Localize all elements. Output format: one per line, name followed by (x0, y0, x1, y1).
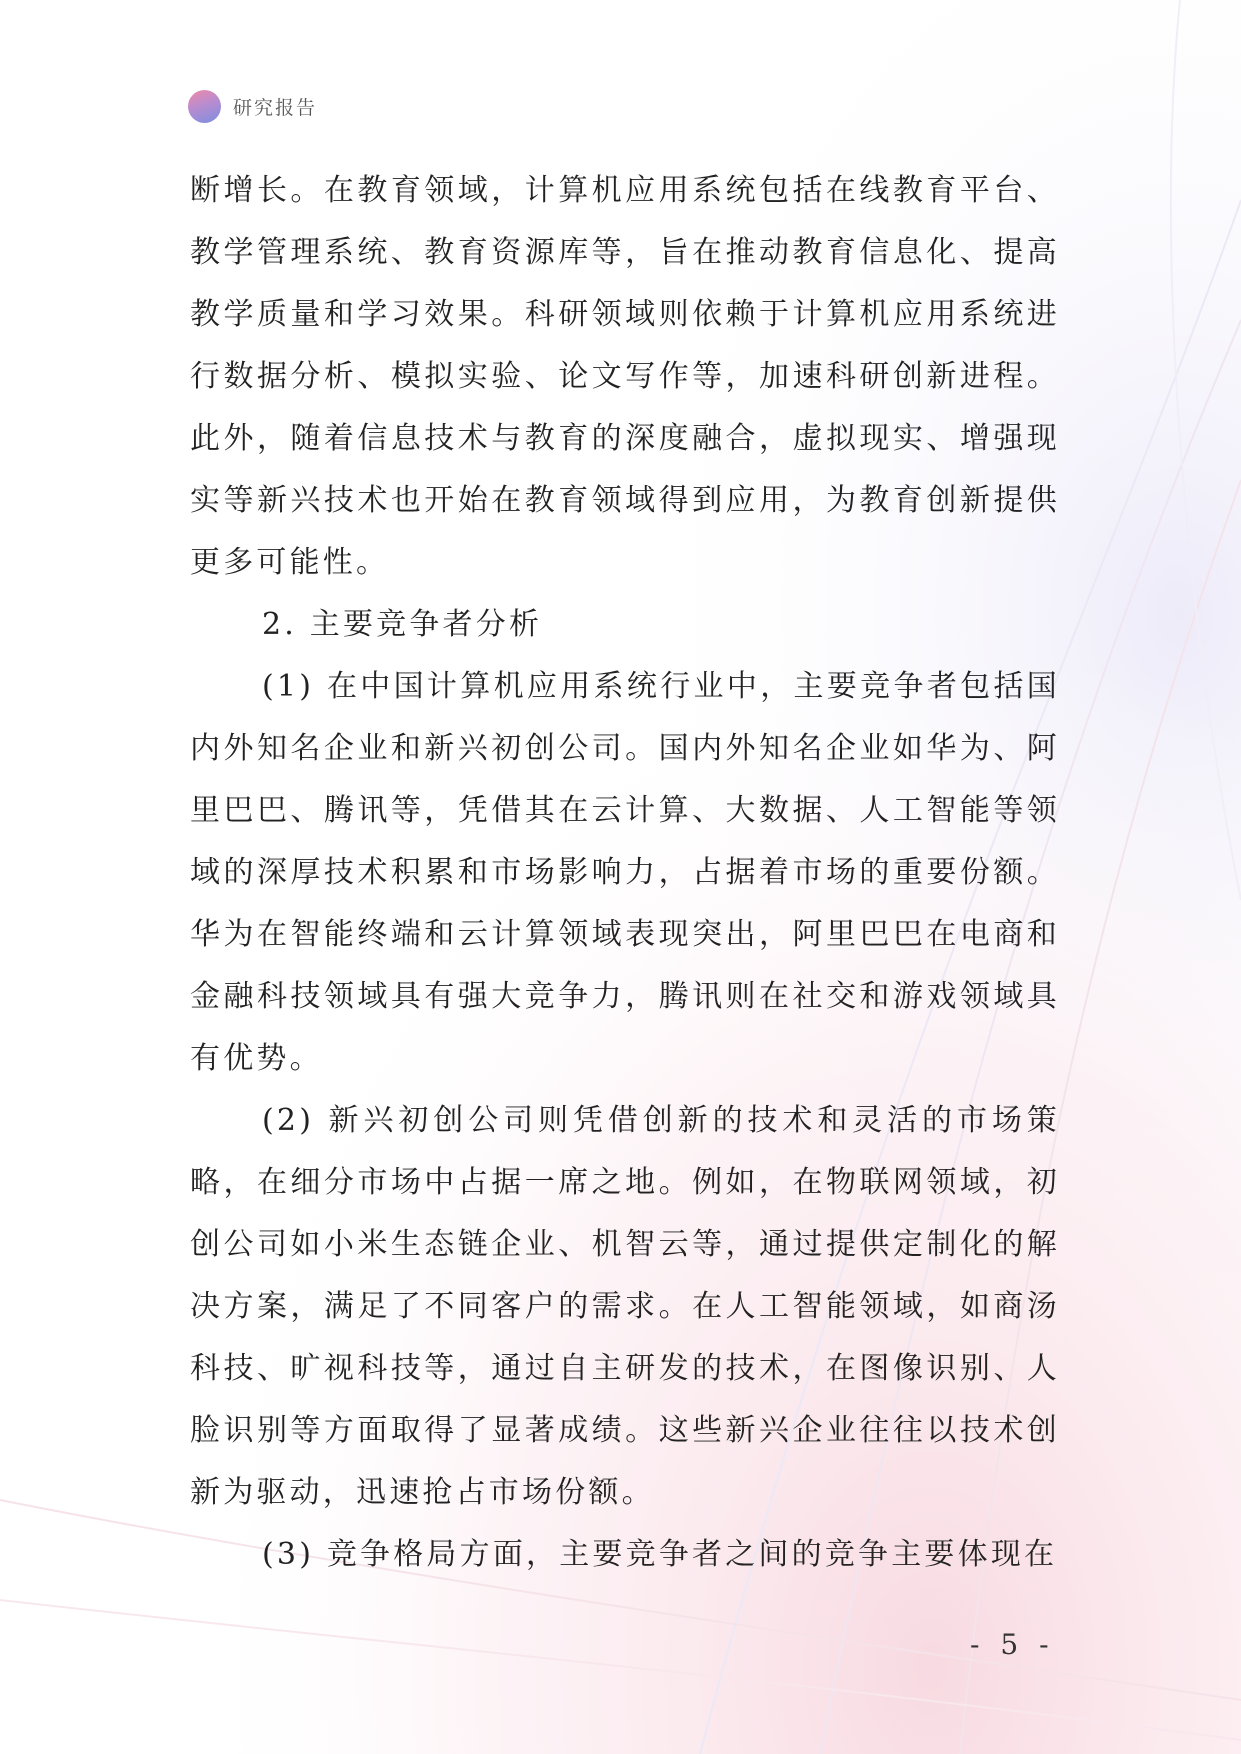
paragraph-item-3: (3) 竞争格局方面，主要竞争者之间的竞争主要体现在 (262, 1537, 1058, 1572)
section-heading: 2. 主要竞争者分析 (262, 607, 543, 642)
page-number: - 5 - (970, 1628, 1055, 1661)
report-header (188, 90, 317, 123)
logo-circle-icon (188, 90, 221, 123)
document-body (190, 160, 1060, 1586)
paragraph-item-2: (2) 新兴初创公司则凭借创新的技术和灵活的市场策略，在细分市场中占据一席之地。例如，在物联网领域，初创公司如小米生态链企业、机智云等，通过提供定制化的解决方案，满足了不同客户的需求。在人工智能领域，如商汤科技、旷视科技等，通过自主研发的技术，在图像识别、人脸识别等方面取得了显著成绩。这些新兴企业往往以技术创新为驱动，迅速抢占市场份额。 (190, 1103, 1060, 1510)
paragraph-item-1: (1) 在中国计算机应用系统行业中，主要竞争者包括国内外知名企业和新兴初创公司。国内外知名企业如华为、阿里巴巴、腾讯等，凭借其在云计算、大数据、人工智能等领域的深厚技术积累和市场影响力，占据着市场的重要份额。华为在智能终端和云计算领域表现突出，阿里巴巴在电商和金融科技领域具有强大竞争力，腾讯则在社交和游戏领域具有优势。 (190, 669, 1060, 1076)
paragraph-continuation: 断增长。在教育领域，计算机应用系统包括在线教育平台、教学管理系统、教育资源库等，旨在推动教育信息化、提高教学质量和学习效果。科研领域则依赖于计算机应用系统进行数据分析、模拟实验、论文写作等，加速科研创新进程。此外，随着信息技术与教育的深度融合，虚拟现实、增强现实等新兴技术也开始在教育领域得到应用，为教育创新提供更多可能性。 (190, 173, 1060, 580)
header-title: 研究报告 (233, 97, 318, 119)
